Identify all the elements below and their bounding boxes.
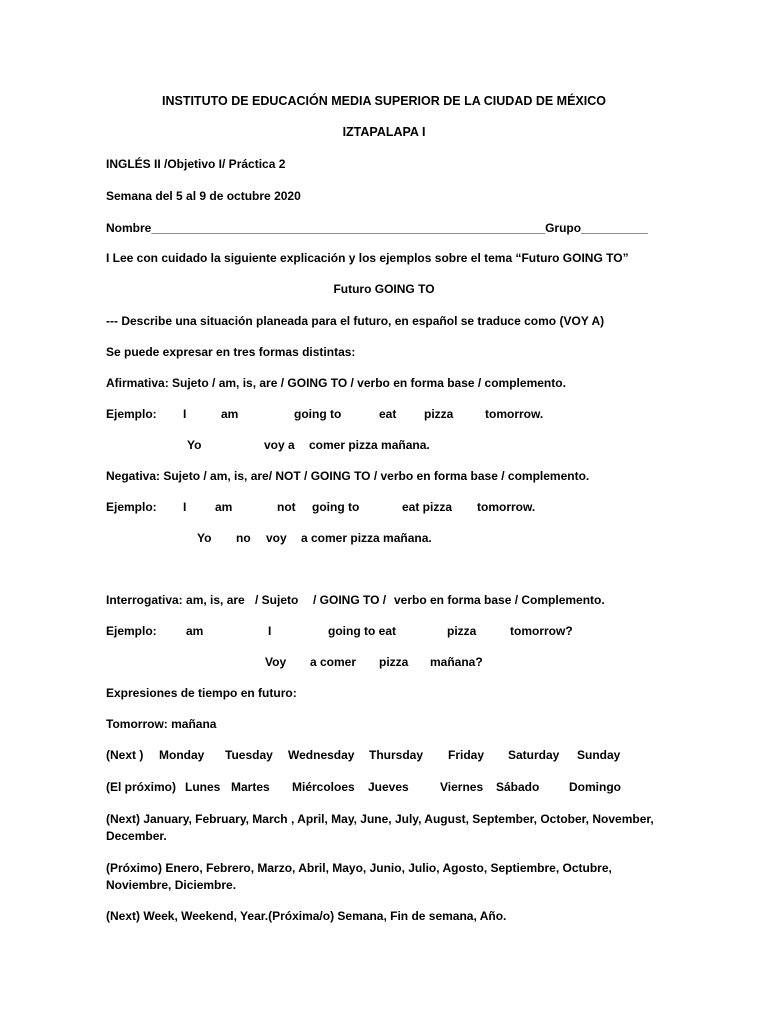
interrogative-rule-part: Interrogativa: am, is, are bbox=[106, 593, 245, 607]
interrogative-example-label: Ejemplo: bbox=[106, 624, 157, 638]
negative-translation-word: voy bbox=[266, 531, 287, 545]
day-en: Tuesday bbox=[225, 748, 273, 762]
day-es: Viernes bbox=[440, 780, 484, 794]
affirmative-translation-word: voy a bbox=[264, 438, 295, 452]
day-en: Sunday bbox=[577, 748, 621, 762]
negative-example-word: I bbox=[183, 500, 187, 514]
day-es: Miércoloes bbox=[292, 780, 355, 794]
proximo-label: (El próximo) bbox=[106, 780, 177, 794]
negative-translation-word: no bbox=[236, 531, 251, 545]
forms-intro: Se puede expresar en tres formas distintas: bbox=[106, 345, 356, 359]
affirmative-example-label: Ejemplo: bbox=[106, 407, 157, 421]
interrogative-rule-part: / GOING TO / bbox=[313, 593, 387, 607]
interrogative-example-word: going to eat bbox=[328, 624, 396, 638]
interrogative-translation-word: pizza bbox=[379, 655, 409, 669]
periods-line: (Next) Week, Weekend, Year.(Próxima/o) Semana, Fin de semana, Año. bbox=[106, 909, 507, 923]
negative-example-word: not bbox=[277, 500, 296, 514]
affirmative-example-word: going to bbox=[294, 407, 342, 421]
months-en-line: (Next) January, February, March , April, May, June, July, August, September, October, November, December. bbox=[106, 812, 654, 843]
day-es: Martes bbox=[231, 780, 270, 794]
interrogative-rule-part: verbo en forma base / Complemento. bbox=[394, 593, 605, 607]
next-label: (Next ) bbox=[106, 748, 144, 762]
negative-translation-word: Yo bbox=[197, 531, 212, 545]
interrogative-example-word: am bbox=[186, 624, 204, 638]
day-es: Domingo bbox=[569, 780, 621, 794]
months-es-line: (Próximo) Enero, Febrero, Marzo, Abril, Mayo, Junio, Julio, Agosto, Septiembre, Octubre, Noviembre, Diciembre. bbox=[106, 861, 612, 892]
day-en: Monday bbox=[159, 748, 205, 762]
interrogative-translation-word: Voy bbox=[265, 655, 287, 669]
negative-example-word: eat pizza bbox=[402, 500, 453, 514]
negative-translation-word: a comer pizza mañana. bbox=[301, 531, 432, 545]
negative-example-label: Ejemplo: bbox=[106, 500, 157, 514]
affirmative-translation-word: comer pizza mañana. bbox=[309, 438, 430, 452]
negative-rule: Negativa: Sujeto / am, is, are/ NOT / GOING TO / verbo en forma base / complemento. bbox=[106, 469, 590, 483]
interrogative-example-word: tomorrow? bbox=[510, 624, 573, 638]
interrogative-example-word: I bbox=[268, 624, 272, 638]
affirmative-example-word: am bbox=[221, 407, 239, 421]
day-en: Wednesday bbox=[288, 748, 355, 762]
affirmative-example-word: I bbox=[183, 407, 187, 421]
interrogative-translation-word: a comer bbox=[310, 655, 357, 669]
intro-instruction: I Lee con cuidado la siguiente explicación y los ejemplos sobre el tema “Futuro GOING TO” bbox=[106, 251, 629, 265]
affirmative-translation-word: Yo bbox=[187, 438, 202, 452]
affirmative-rule: Afirmativa: Sujeto / am, is, are / GOING TO / verbo en forma base / complemento. bbox=[106, 376, 566, 390]
negative-example-word: am bbox=[215, 500, 233, 514]
negative-example-word: tomorrow. bbox=[477, 500, 536, 514]
day-es: Lunes bbox=[185, 780, 221, 794]
affirmative-example-word: tomorrow. bbox=[485, 407, 544, 421]
day-en: Friday bbox=[448, 748, 485, 762]
institute-title: INSTITUTO DE EDUCACIÓN MEDIA SUPERIOR DE LA CIUDAD DE MÉXICO bbox=[161, 94, 606, 108]
description-line: --- Describe una situación planeada para el futuro, en español se traduce como (VOY A) bbox=[106, 314, 605, 328]
campus-title: IZTAPALAPA I bbox=[342, 125, 426, 139]
tomorrow-line: Tomorrow: mañana bbox=[106, 717, 217, 731]
negative-example-word: going to bbox=[312, 500, 360, 514]
day-en: Thursday bbox=[369, 748, 424, 762]
time-expressions-title: Expresiones de tiempo en futuro: bbox=[106, 686, 297, 700]
day-es: Jueves bbox=[368, 780, 409, 794]
name-group-line: Nombre___________________________________________________________Grupo__________ bbox=[106, 221, 648, 235]
subject-line: INGLÉS II /Objetivo I/ Práctica 2 bbox=[106, 157, 286, 171]
affirmative-example-word: pizza bbox=[424, 407, 454, 421]
day-es: Sábado bbox=[496, 780, 540, 794]
interrogative-translation-word: mañana? bbox=[430, 655, 483, 669]
interrogative-example-word: pizza bbox=[447, 624, 477, 638]
affirmative-example-word: eat bbox=[379, 407, 397, 421]
week-line: Semana del 5 al 9 de octubre 2020 bbox=[106, 189, 301, 203]
interrogative-rule-part: / Sujeto bbox=[255, 593, 299, 607]
section-title: Futuro GOING TO bbox=[333, 282, 435, 296]
day-en: Saturday bbox=[508, 748, 560, 762]
